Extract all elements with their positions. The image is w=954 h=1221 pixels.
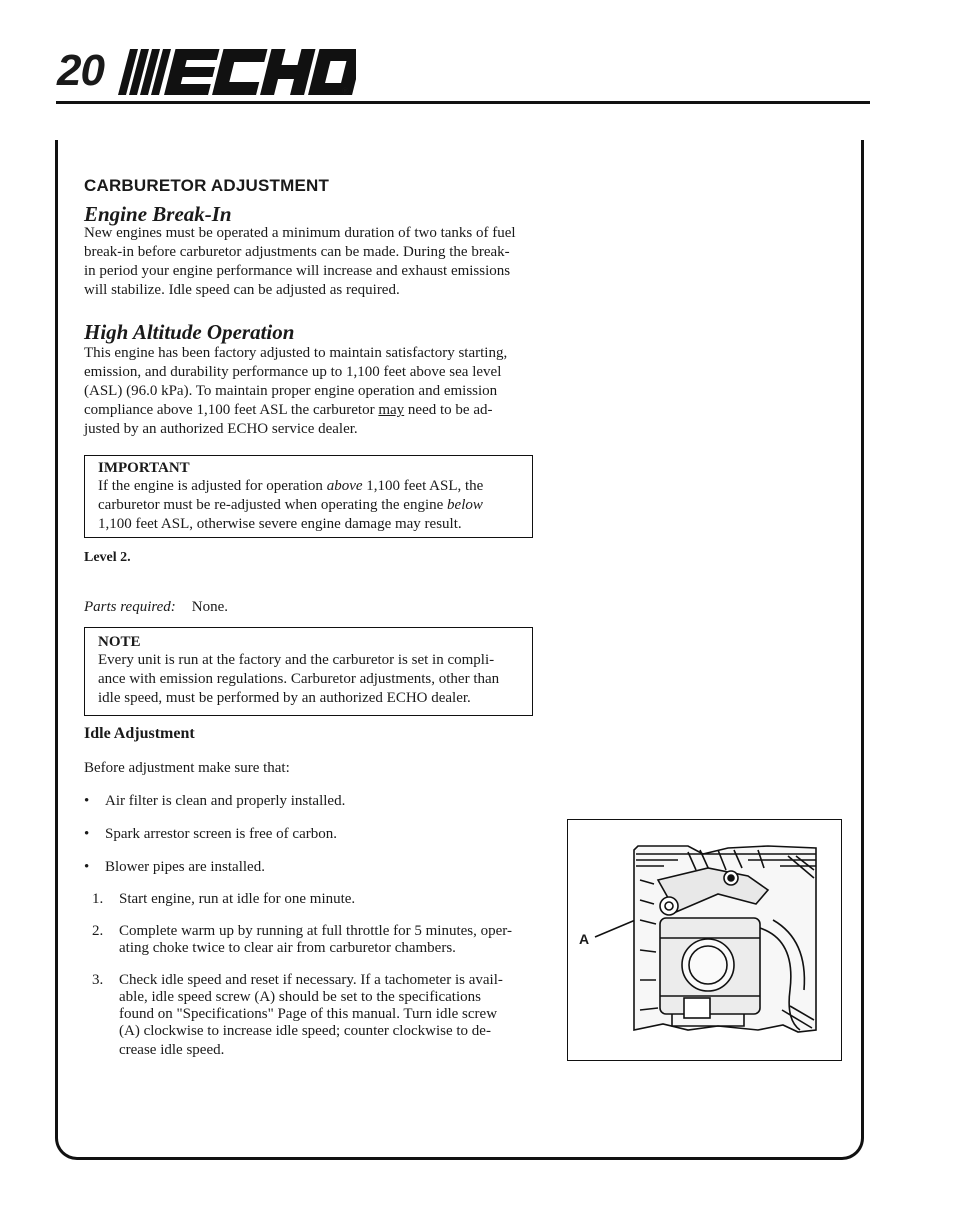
text-line: Check idle speed and reset if necessary. If a tachometer is avail- (119, 972, 503, 988)
text-line (98, 477, 524, 496)
text-span: need to be ad- (404, 402, 493, 418)
bullet-text: Air filter is clean and properly installed. (105, 793, 346, 809)
text-line: found on "Specifications" Page of this manual. Turn idle screw (119, 1006, 498, 1022)
note-title: NOTE (98, 634, 141, 650)
bullet-text: Spark arrestor screen is free of carbon. (105, 826, 337, 842)
parts-label: Parts required: (84, 599, 176, 615)
step-number: 3. (92, 972, 104, 988)
text-span: carburetor must be re-adjusted when operating the engine (98, 497, 448, 513)
page-number: 20 (57, 46, 104, 95)
note-box (84, 627, 533, 716)
text-span: If the engine is adjusted for operation (98, 478, 327, 494)
break-in-heading: Engine Break-In (84, 202, 232, 226)
text-span: compliance above 1,100 feet ASL the carburetor (84, 402, 379, 418)
underlined-word: may (378, 402, 405, 418)
text-line: (ASL) (96.0 kPa). To maintain proper engine operation and emission (84, 383, 498, 399)
text-line: crease idle speed. (119, 1042, 225, 1058)
text-line: idle speed, must be performed by an authorized ECHO dealer. (98, 690, 471, 706)
bullet-symbol: • (84, 859, 90, 875)
break-in-paragraph (84, 224, 536, 300)
text-line: break-in before carburetor adjustments can be made. During the break- (84, 244, 510, 260)
altitude-paragraph (84, 344, 536, 439)
text-line: Start engine, run at idle for one minute. (119, 891, 356, 907)
bullet-symbol: • (84, 826, 90, 842)
text-span: 1,100 feet ASL, the (362, 478, 484, 494)
level-label: Level 2. (84, 550, 131, 565)
registered-mark: ® (342, 86, 349, 96)
carburetor-illustration (568, 820, 841, 1060)
text-line: ating choke twice to clear air from carburetor chambers. (119, 940, 456, 956)
text-line: 1,100 feet ASL, otherwise severe engine damage may result. (98, 516, 462, 532)
text-line: justed by an authorized ECHO service dealer. (84, 421, 358, 437)
text-line: ance with emission regulations. Carburetor adjustments, other than (98, 671, 500, 687)
important-box (84, 455, 533, 538)
idle-heading: Idle Adjustment (84, 725, 195, 742)
idle-intro: Before adjustment make sure that: (84, 760, 290, 776)
step-number: 2. (92, 923, 104, 939)
section-title: CARBURETOR ADJUSTMENT (84, 176, 330, 195)
parts-required (84, 599, 228, 616)
italic-word: below (447, 497, 483, 513)
text-line: Every unit is run at the factory and the carburetor is set in compli- (98, 652, 495, 668)
italic-word: above (326, 478, 363, 494)
echo-logo (116, 47, 356, 97)
bullet-text: Blower pipes are installed. (105, 859, 265, 875)
text-line: Complete warm up by running at full throttle for 5 minutes, oper- (119, 923, 512, 939)
header-rule (56, 101, 870, 104)
altitude-heading: High Altitude Operation (84, 320, 295, 344)
text-line (84, 401, 536, 420)
text-line: (A) clockwise to increase idle speed; counter clockwise to de- (119, 1023, 491, 1039)
text-line: will stabilize. Idle speed can be adjusted as required. (84, 282, 400, 298)
text-line: New engines must be operated a minimum duration of two tanks of fuel (84, 225, 516, 241)
text-line: This engine has been factory adjusted to maintain satisfactory starting, (84, 345, 508, 361)
callout-label: A (579, 931, 590, 947)
text-line: able, idle speed screw (A) should be set to the specifications (119, 989, 481, 1005)
parts-value: None. (191, 599, 229, 615)
text-line: emission, and durability performance up to 1,100 feet above sea level (84, 364, 502, 380)
important-title: IMPORTANT (98, 460, 190, 476)
bullet-symbol: • (84, 793, 90, 809)
text-line (98, 496, 524, 515)
carburetor-figure (567, 819, 842, 1061)
text-line: in period your engine performance will increase and exhaust emissions (84, 263, 511, 279)
step-number: 1. (92, 891, 104, 907)
